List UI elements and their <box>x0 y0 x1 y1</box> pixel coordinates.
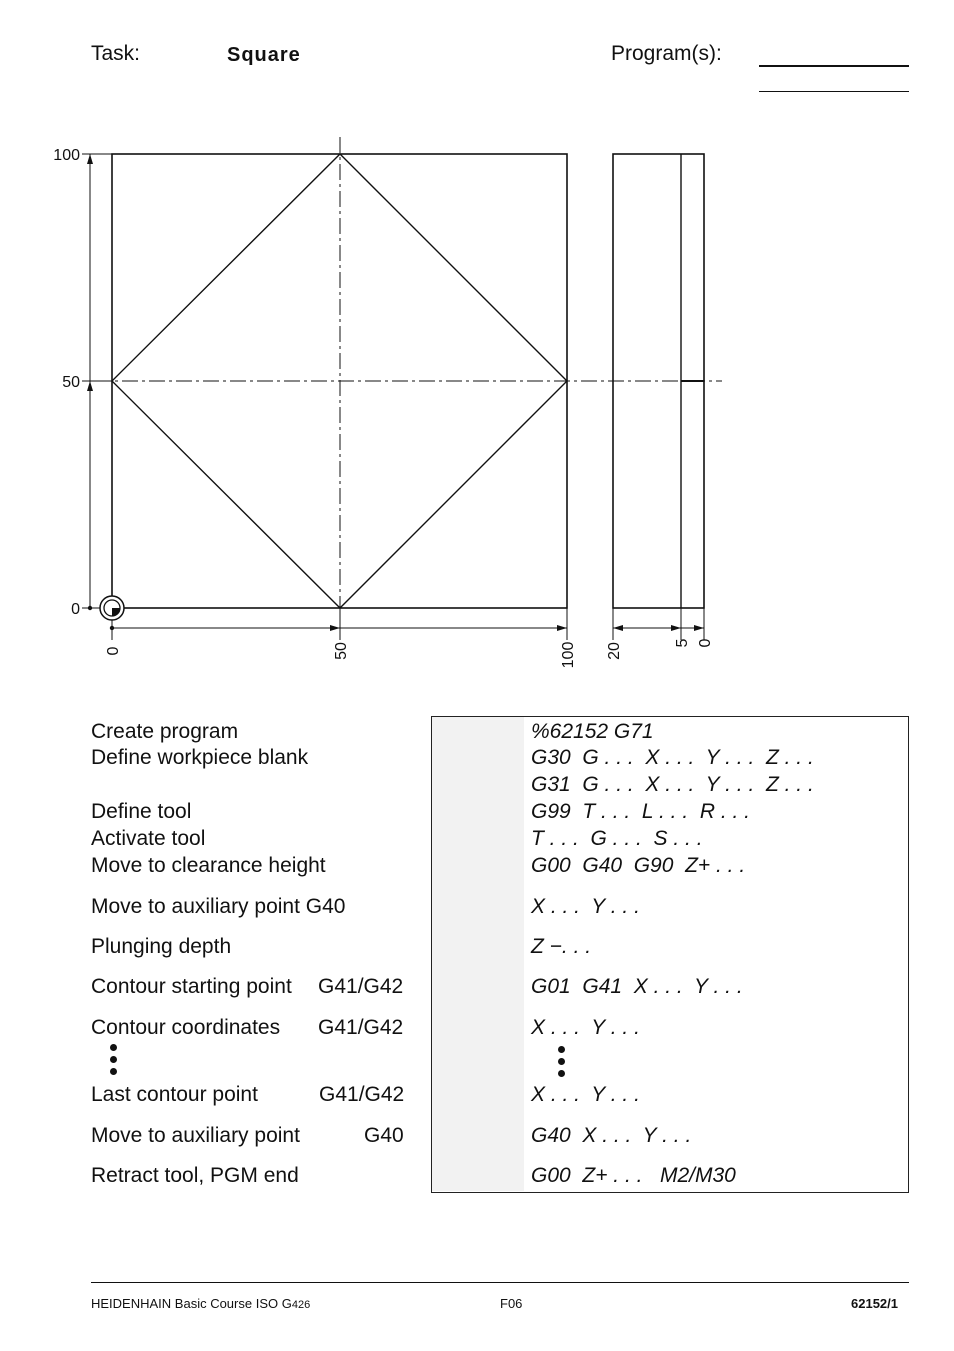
x-tick-0: 0 <box>105 646 122 656</box>
footer-right: 62152/1 <box>851 1296 898 1311</box>
step-plunging-depth: Plunging depth <box>91 935 232 958</box>
step-define-blank: Define workpiece blank <box>91 746 309 769</box>
task-label: Task: <box>91 42 141 65</box>
side-tick-5: 5 <box>674 638 691 648</box>
code-line: Z −. . . <box>531 935 592 958</box>
step-last-contour-point: Last contour point G41/G42 <box>91 1083 405 1106</box>
step-aux-point: Move to auxiliary point G40 <box>91 1124 404 1147</box>
code-line: G99 T . . . L . . . R . . . <box>531 800 751 823</box>
step-g-code: G41/G42 <box>318 1016 404 1039</box>
step-create-program: Create program <box>91 720 239 743</box>
code-continuation-dots-icon <box>558 1046 565 1082</box>
code-line: G31 G . . . X . . . Y . . . Z . . . <box>531 773 814 796</box>
footer-center: F06 <box>500 1296 523 1311</box>
side-tick-0: 0 <box>697 638 714 648</box>
y-tick-0: 0 <box>71 601 80 618</box>
code-line: T . . . G . . . S . . . <box>531 827 703 850</box>
x-tick-50: 50 <box>333 642 350 660</box>
footer-divider <box>91 1282 909 1283</box>
code-line: G00 G40 G90 Z+ . . . <box>531 854 746 877</box>
code-line: X . . . Y . . . <box>531 1083 640 1106</box>
code-box-margin <box>432 717 524 1191</box>
step-g-code: G40 <box>364 1124 404 1147</box>
code-line: X . . . Y . . . <box>531 895 640 918</box>
continuation-dots-icon <box>110 1044 117 1080</box>
code-line: G01 G41 X . . . Y . . . <box>531 975 743 998</box>
step-contour-start: Contour starting point G41/G42 <box>91 975 404 998</box>
step-g-code: G41/G42 <box>319 1083 405 1106</box>
step-define-tool: Define tool <box>91 800 192 823</box>
y-tick-100: 100 <box>53 147 80 164</box>
step-clearance-height: Move to clearance height <box>91 854 326 877</box>
step-g-code: G41/G42 <box>318 975 404 998</box>
footer-left: HEIDENHAIN Basic Course ISO G426 <box>91 1296 311 1311</box>
task-title: Square <box>227 44 301 66</box>
code-line: %62152 G71 <box>531 720 654 743</box>
step-activate-tool: Activate tool <box>91 827 206 850</box>
code-line: G00 Z+ . . . M2/M30 <box>531 1164 736 1187</box>
code-line: G40 X . . . Y . . . <box>531 1124 692 1147</box>
code-line: X . . . Y . . . <box>531 1016 640 1039</box>
step-aux-point-g40: Move to auxiliary point G40 <box>91 895 346 918</box>
y-tick-50: 50 <box>62 374 80 391</box>
programs-label: Program(s): <box>611 42 722 65</box>
step-retract-tool: Retract tool, PGM end <box>91 1164 299 1187</box>
x-tick-100: 100 <box>560 641 577 669</box>
code-line: G30 G . . . X . . . Y . . . Z . . . <box>531 746 814 769</box>
step-contour-coordinates: Contour coordinates G41/G42 <box>91 1016 404 1039</box>
datum-point-icon <box>100 596 124 620</box>
side-tick-20: 20 <box>606 642 623 660</box>
